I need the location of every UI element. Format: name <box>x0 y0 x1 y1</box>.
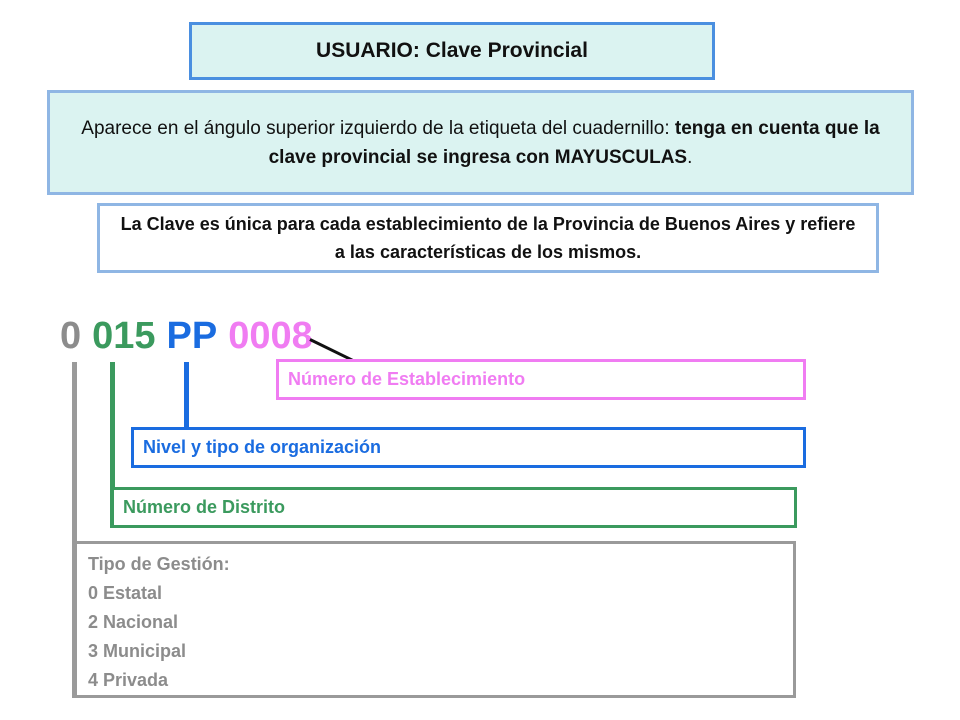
label-nivel <box>131 427 806 468</box>
gestion-box <box>74 541 796 698</box>
intro-text <box>80 114 881 172</box>
page-title: USUARIO: Clave Provincial <box>316 39 588 62</box>
title-box <box>189 22 715 80</box>
code-segment-establecimiento: 0008 <box>228 315 313 357</box>
note-box <box>97 203 879 273</box>
intro-prefix: Aparece en el ángulo superior izquierdo de la etiqueta del cuadernillo: <box>81 117 675 139</box>
code-segment-nivel: PP <box>166 315 218 357</box>
note-text: La Clave es única para cada establecimiento de la Provincia de Buenos Aires y refiere a las características de los mismos. <box>120 214 856 262</box>
code-segment-distrito: 015 <box>92 315 156 357</box>
label-establecimiento <box>276 359 806 400</box>
gestion-heading: Tipo de Gestión: <box>88 554 230 574</box>
gestion-item: 0 Estatal <box>88 583 163 603</box>
label-nivel-text: Nivel y tipo de organización <box>143 437 382 457</box>
code-segment-gestion: 0 <box>60 315 82 357</box>
intro-emphasis: tenga en cuenta que la clave provincial se ingresa con MAYUSCULAS <box>268 117 880 168</box>
intro-suffix: . <box>687 146 693 168</box>
gestion-item: 4 Privada <box>88 670 169 690</box>
intro-box <box>47 90 914 195</box>
clave-code <box>60 314 313 358</box>
gestion-item: 2 Nacional <box>88 612 179 632</box>
connector-nivel <box>184 362 189 428</box>
label-establecimiento-text: Número de Establecimiento <box>288 369 526 389</box>
label-distrito-text: Número de Distrito <box>123 497 286 517</box>
label-distrito <box>111 487 797 528</box>
gestion-item: 3 Municipal <box>88 641 187 661</box>
